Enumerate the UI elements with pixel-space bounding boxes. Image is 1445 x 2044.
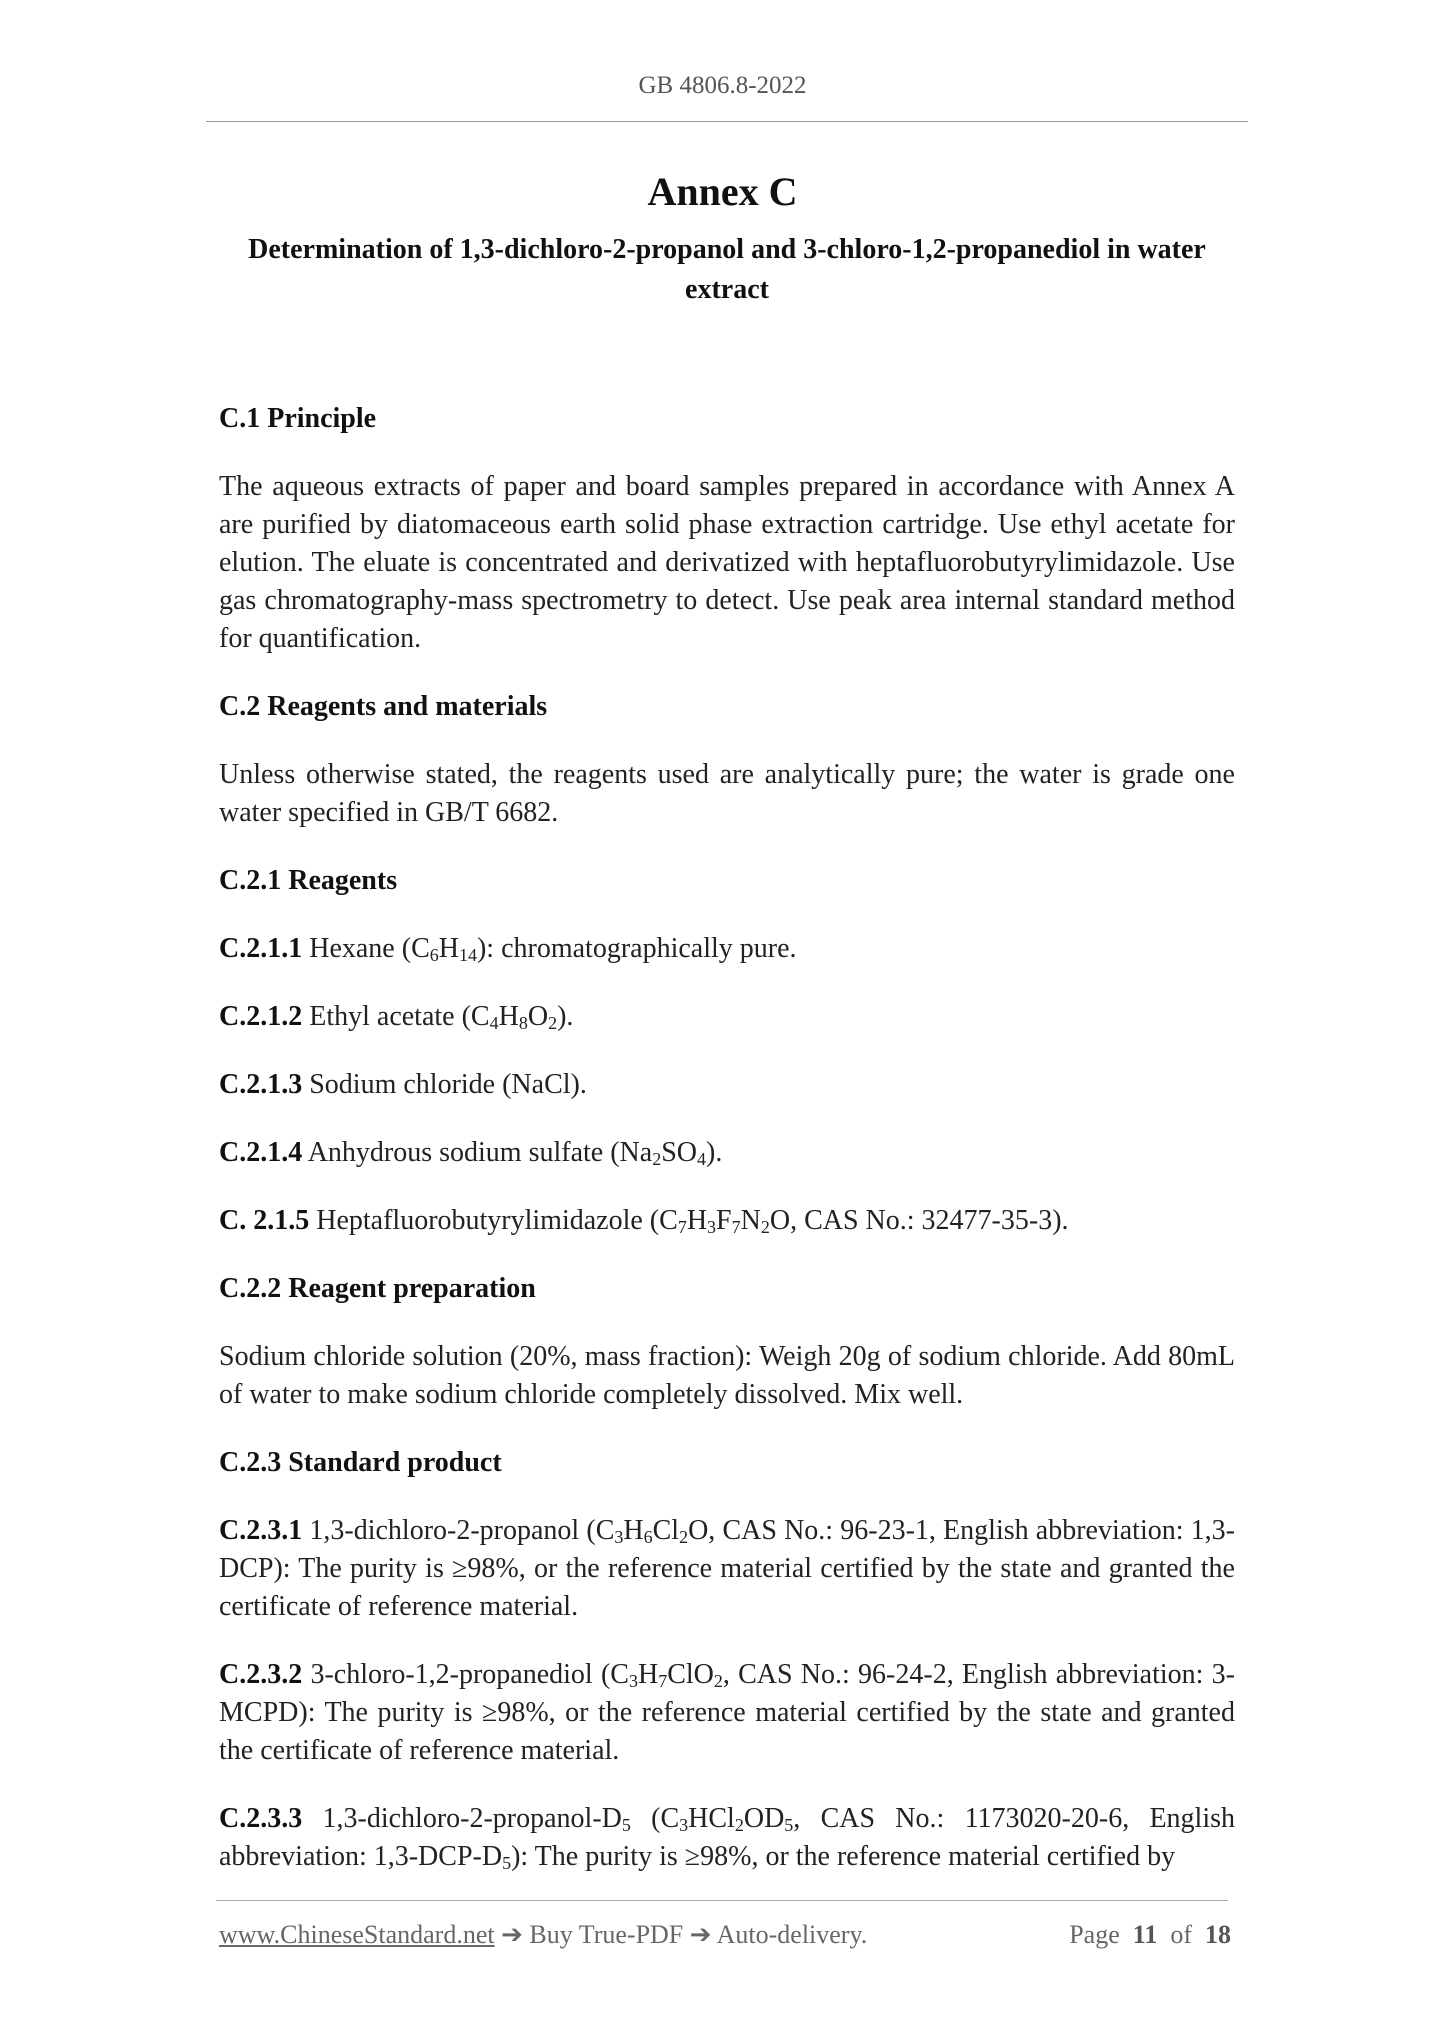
item-text: H: [623, 1515, 644, 1546]
standard-item: [219, 1656, 1235, 1770]
item-number: C.2.1.2: [219, 1001, 303, 1032]
item-text: Sodium chloride (NaCl).: [302, 1069, 587, 1100]
item-text: ): chromatographically pure.: [476, 933, 797, 964]
item-text: O, CAS No.: 32477-35-3).: [769, 1205, 1069, 1236]
standard-item: [219, 1800, 1235, 1876]
annex-subtitle: Determination of 1,3-dichloro-2-propanol and 3-chloro-1,2-propanediol in water extract: [248, 234, 1206, 305]
reagent-item: [219, 998, 1235, 1036]
section-heading-c21: C.2.1 Reagents: [219, 865, 398, 896]
subscript: 2: [760, 1217, 770, 1237]
page-total: 18: [1205, 1920, 1231, 1949]
section-heading-c22: C.2.2 Reagent preparation: [219, 1273, 536, 1304]
subscript: 2: [679, 1527, 689, 1547]
item-text: 1,3-dichloro-2-propanol (C: [302, 1515, 615, 1546]
subscript: 2: [548, 1013, 558, 1033]
item-number: C.2.1.3: [219, 1069, 303, 1100]
subscript: 2: [713, 1671, 723, 1691]
header-divider: [206, 121, 1248, 122]
subscript: 6: [429, 945, 439, 965]
item-text: F: [716, 1205, 732, 1236]
section-text-c1: The aqueous extracts of paper and board samples prepared in accordance with Annex A are purified by diatomaceous earth solid phase extraction cartridge. Use ethyl acetate for elution. The eluate is concentrated and derivatized with heptafluorobutyrylimidazole. Use gas chromatography-mass spectrometry to detect. Use peak area internal standard method for quantification.: [219, 471, 1235, 654]
site-link[interactable]: www.ChineseStandard.net: [219, 1920, 495, 1949]
page-number: [1069, 1920, 1231, 1950]
standard-item: [219, 1512, 1235, 1626]
subscript: 6: [643, 1527, 653, 1547]
subscript: 4: [489, 1013, 499, 1033]
item-text: HCl: [688, 1803, 735, 1834]
item-text: H: [438, 933, 459, 964]
item-text: ClO: [667, 1659, 714, 1690]
subscript: 3: [628, 1671, 638, 1691]
page-footer: [219, 1920, 1231, 1954]
section-text-c2: Unless otherwise stated, the reagents used are analytically pure; the water is grade one water specified in GB/T 6682.: [219, 759, 1235, 828]
item-text: 3-chloro-1,2-propanediol (C: [302, 1659, 629, 1690]
item-text: ).: [557, 1001, 574, 1032]
page-of: of: [1170, 1920, 1192, 1949]
document-body: [219, 400, 1235, 1876]
section-heading-c2: C.2 Reagents and materials: [219, 691, 548, 722]
reagent-item: [219, 1066, 1235, 1104]
subscript: 5: [502, 1853, 512, 1873]
item-number: C.2.3.3: [219, 1803, 303, 1834]
reagent-item: [219, 1202, 1235, 1240]
item-text: , CAS No.: 96-24-2, English abbreviation: 3-MCPD): The purity is ≥98%, or the reference material certified by the state and granted the certificate of reference material.: [219, 1659, 1235, 1766]
item-text: N: [740, 1205, 761, 1236]
subscript: 2: [734, 1815, 744, 1835]
item-text: H: [498, 1001, 519, 1032]
page-label: Page: [1069, 1920, 1120, 1949]
item-text: Hexane (C: [302, 933, 430, 964]
item-text: (C: [630, 1803, 680, 1834]
page-current: 11: [1132, 1920, 1158, 1949]
item-number: C. 2.1.5: [219, 1205, 310, 1236]
item-text: Ethyl acetate (C: [302, 1001, 490, 1032]
item-text: Cl: [652, 1515, 680, 1546]
footer-divider: [216, 1900, 1228, 1901]
subscript: 7: [677, 1217, 687, 1237]
item-text: O, CAS No.: 96-23-1, English abbreviation: 1,3-DCP): The purity is ≥98%, or the reference material certified by the state and granted the certificate of reference material.: [219, 1515, 1235, 1622]
reagent-item: [219, 1134, 1235, 1172]
item-number: C.2.1.4: [219, 1137, 303, 1168]
subscript: 8: [518, 1013, 528, 1033]
subscript: 5: [784, 1815, 794, 1835]
subscript: 4: [697, 1149, 706, 1169]
doc-code-header: GB 4806.8-2022: [638, 72, 807, 99]
subscript: 7: [731, 1217, 741, 1237]
section-heading-c23: C.2.3 Standard product: [219, 1447, 502, 1478]
footer-promo: [219, 1920, 867, 1950]
item-text: 1,3-dichloro-2-propanol-D: [302, 1803, 622, 1834]
section-heading-c1: C.1 Principle: [219, 403, 377, 434]
annex-title: Annex C: [647, 169, 798, 214]
item-text: Anhydrous sodium sulfate (Na: [302, 1137, 653, 1168]
item-text: H: [686, 1205, 708, 1236]
item-text: H: [637, 1659, 659, 1690]
item-text: O: [527, 1001, 549, 1032]
item-number: C.2.1.1: [219, 933, 303, 964]
subscript: 3: [614, 1527, 624, 1547]
subscript: 14: [458, 945, 477, 965]
item-text: ).: [706, 1137, 723, 1168]
item-text: , CAS No.: 1173020-20-6, English abbreviation: 1,3-DCP-D: [219, 1803, 1236, 1872]
footer-tagline: ➔ Buy True-PDF ➔ Auto-delivery.: [494, 1920, 868, 1949]
item-number: C.2.3.2: [219, 1659, 303, 1690]
subscript: 3: [679, 1815, 689, 1835]
item-number: C.2.3.1: [219, 1515, 303, 1546]
reagent-item: [219, 930, 1235, 968]
item-text: Heptafluorobutyrylimidazole (C: [309, 1205, 678, 1236]
item-text: OD: [743, 1803, 785, 1834]
section-text-c22: Sodium chloride solution (20%, mass fraction): Weigh 20g of sodium chloride. Add 80mL of water to make sodium chloride completely dissolved. Mix well.: [219, 1341, 1235, 1410]
subscript: 2: [652, 1149, 662, 1169]
item-text: SO: [661, 1137, 697, 1168]
subscript: 7: [658, 1671, 668, 1691]
subscript: 5: [621, 1815, 631, 1835]
item-text: ): The purity is ≥98%, or the reference material certified by: [511, 1841, 1176, 1872]
subscript: 3: [707, 1217, 717, 1237]
